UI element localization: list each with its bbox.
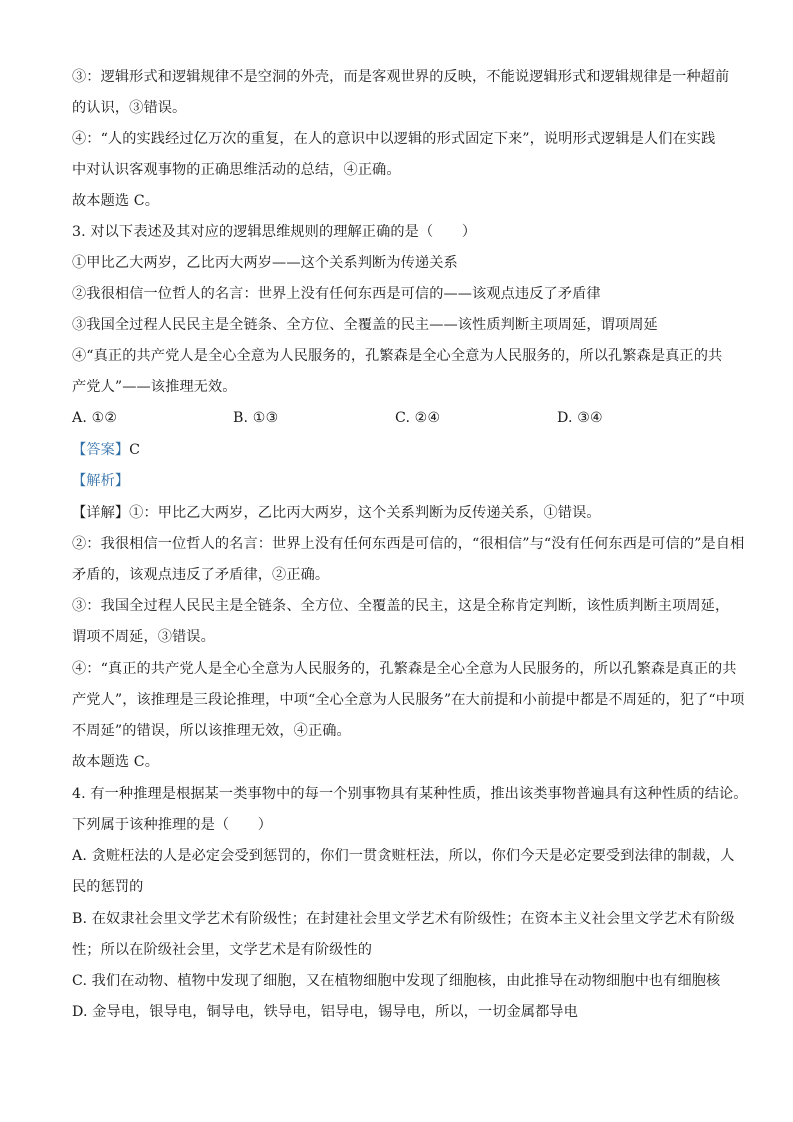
options-row	[72, 408, 712, 428]
question-3-stem: 3. 对以下表述及其对应的逻辑思维规则的理解正确的是（ ）	[72, 224, 477, 240]
question-4-stem: 4. 有一种推理是根据某一类事物中的每一个别事物具有某种性质，推出该类事物普遍具有这种性质的结论。	[72, 786, 748, 802]
text-line: ③：逻辑形式和逻辑规律不是空洞的外壳，而是客观世界的反映，不能说逻辑形式和逻辑规律是一种超前	[72, 69, 730, 85]
detail-tag: 【详解】	[72, 505, 130, 521]
detail-text: ①：甲比乙大两岁，乙比丙大两岁，这个关系判断为反传递关系，①错误。	[129, 505, 601, 521]
text-line: ②我很相信一位哲人的名言：世界上没有任何东西是可信的——该观点违反了矛盾律	[72, 286, 601, 302]
text-line: 故本题选 C。	[72, 193, 160, 209]
option-c-line: C. 我们在动物、植物中发现了细胞，又在植物细胞中发现了细胞核，由此推导在动物细胞中也有细胞核	[72, 973, 721, 989]
answer-value: C	[129, 442, 141, 458]
option-a-line: A. 贪赃枉法的人是必定会受到惩罚的，你们一贯贪赃枉法，所以，你们今天是必定要受到法律的制裁，人	[72, 848, 735, 864]
text-line: 民的惩罚的	[72, 879, 144, 895]
text-line: ①甲比乙大两岁，乙比丙大两岁——这个关系判断为传递关系	[72, 255, 458, 271]
text-line: 产党人”——该推理无效。	[72, 379, 237, 395]
text-line: 故本题选 C。	[72, 754, 160, 770]
analysis-tag: 【解析】	[72, 473, 130, 489]
answer-tag: 【答案】	[72, 442, 130, 458]
option-d-line: D. 金导电，银导电，铜导电，铁导电，铝导电，锡导电，所以，一切金属都导电	[72, 1004, 578, 1020]
text-line: 下列属于该种推理的是（ ）	[72, 817, 273, 833]
detail-line	[72, 503, 601, 523]
answer-line	[72, 440, 140, 460]
option-a: A. ①②	[72, 410, 118, 426]
option-c: C. ②④	[395, 410, 441, 426]
text-line: 的认识，③错误。	[72, 100, 187, 116]
text-line: 不周延”的错误，所以该推理无效，④正确。	[72, 723, 351, 739]
analysis-line	[72, 471, 129, 491]
text-line: 中对认识客观事物的正确思维活动的总结，④正确。	[72, 162, 401, 178]
option-b: B. ①③	[233, 410, 279, 426]
text-line: ④：“人的实践经过亿万次的重复，在人的意识中以逻辑的形式固定下来”，说明形式逻辑是人们在实践	[72, 131, 716, 147]
text-line: 性；所以在阶级社会里，文学艺术是有阶级性的	[72, 942, 373, 958]
text-line: 谓项不周延，③错误。	[72, 629, 215, 645]
option-d: D. ③④	[557, 410, 603, 426]
text-line: ③：我国全过程人民民主是全链条、全方位、全覆盖的民主，这是全称肯定判断，该性质判断主项周延，	[72, 598, 730, 614]
text-line: 产党人”，该推理是三段论推理，中项“全心全意为人民服务”在大前提和小前提中都是不周延的，犯了“中项	[72, 692, 745, 708]
text-line: ④“真正的共产党人是全心全意为人民服务的，孔繁森是全心全意为人民服务的，所以孔繁森是真正的共	[72, 348, 723, 364]
text-line: ②：我很相信一位哲人的名言：世界上没有任何东西是可信的，“很相信”与“没有任何东西是可信的”是自相	[72, 536, 745, 552]
text-line: 矛盾的，该观点违反了矛盾律，②正确。	[72, 567, 330, 583]
option-b-line: B. 在奴隶社会里文学艺术有阶级性；在封建社会里文学艺术有阶级性；在资本主义社会里文学艺术有阶级	[72, 911, 735, 927]
text-line: ③我国全过程人民民主是全链条、全方位、全覆盖的民主——该性质判断主项周延，谓项周延	[72, 317, 658, 333]
text-line: ④：“真正的共产党人是全心全意为人民服务的，孔繁森是全心全意为人民服务的，所以孔繁森是真正的共	[72, 661, 737, 677]
